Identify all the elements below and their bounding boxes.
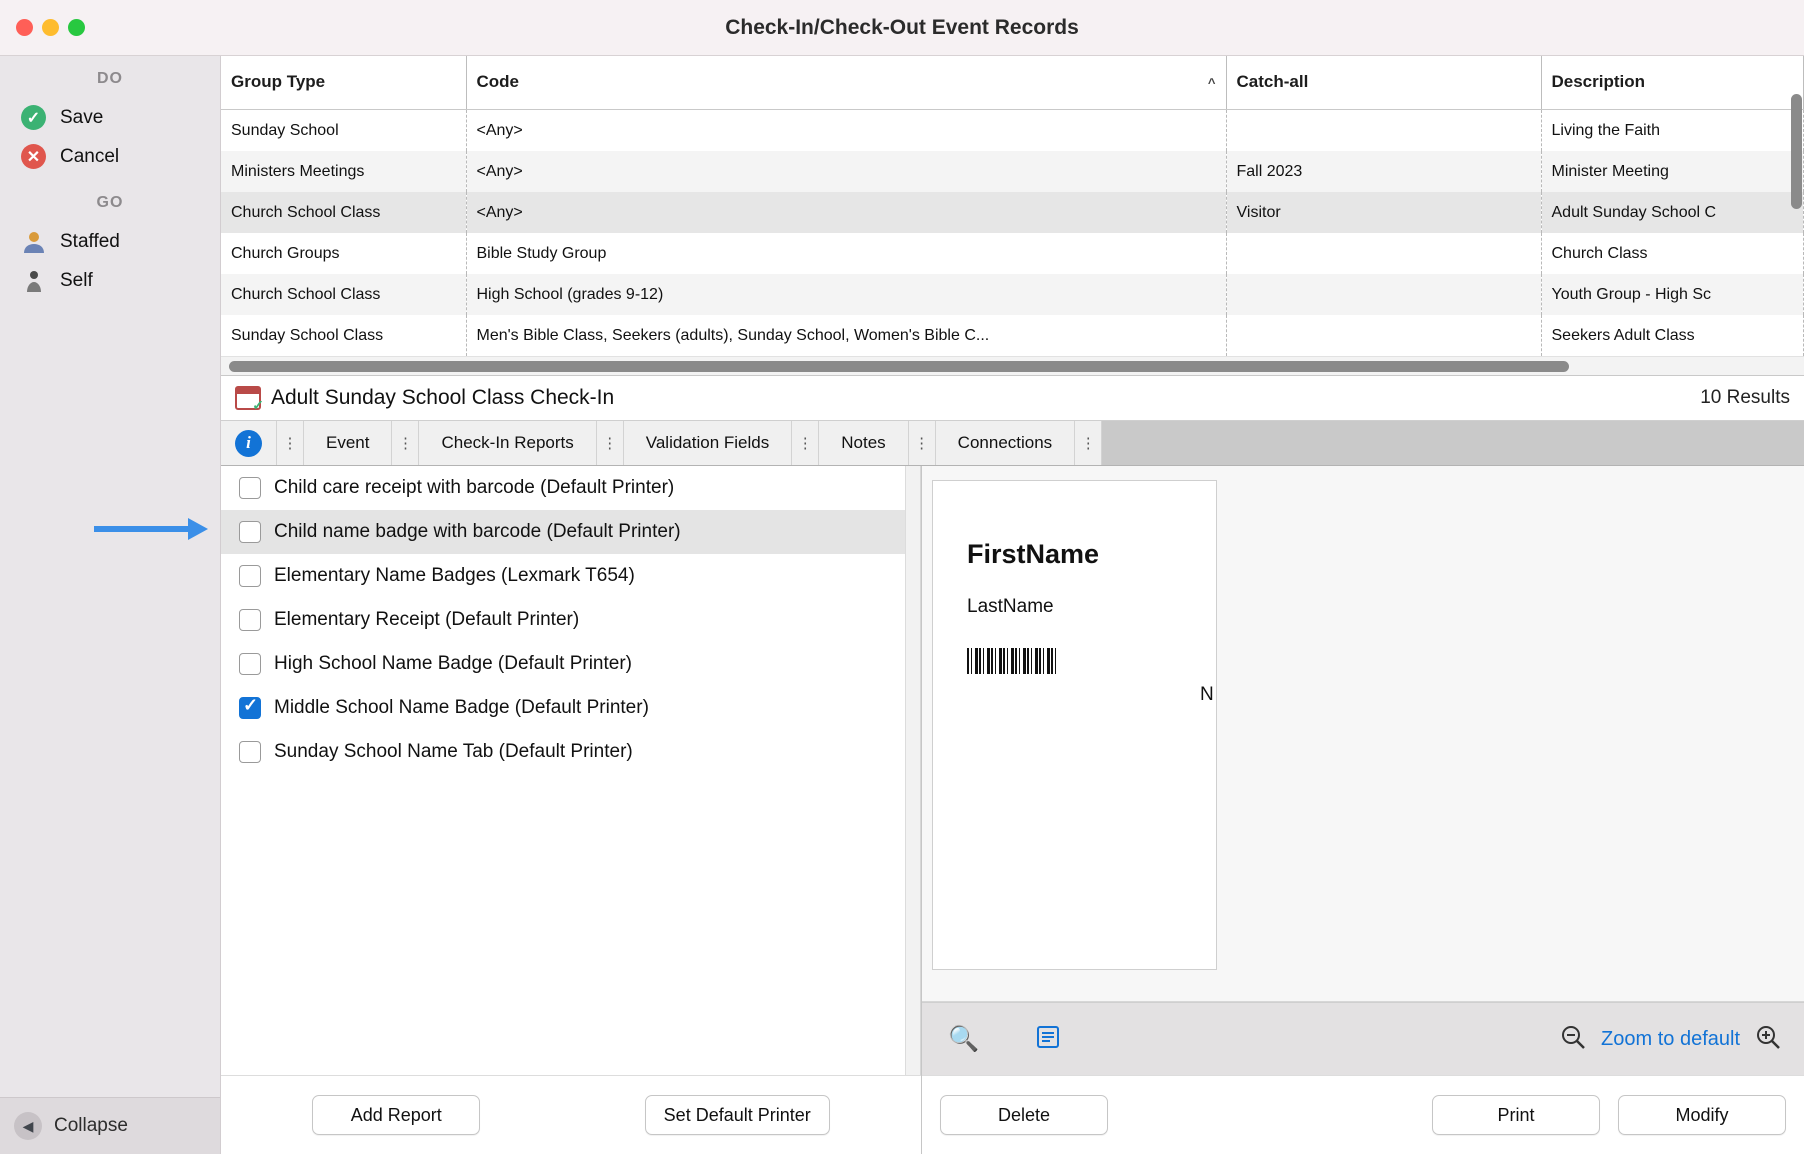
report-label: Middle School Name Badge (Default Printer) xyxy=(274,697,649,718)
report-label: Child name badge with barcode (Default Printer) xyxy=(274,521,681,542)
sidebar-item-save[interactable] xyxy=(0,98,220,137)
print-button[interactable]: Print xyxy=(1432,1095,1600,1135)
magnifier-icon[interactable]: 🔍 xyxy=(948,1024,980,1053)
cell-code: <Any> xyxy=(466,151,1226,192)
tab-connections-menu-icon[interactable]: ⋮ xyxy=(1075,421,1102,465)
cell-catch-all xyxy=(1226,110,1541,152)
tab-bar xyxy=(221,421,1804,466)
sidebar-item-staffed[interactable] xyxy=(0,222,220,261)
tab-validation-fields-menu-icon[interactable]: ⋮ xyxy=(792,421,819,465)
column-header-description[interactable]: Description xyxy=(1541,56,1804,110)
cell-code: <Any> xyxy=(466,192,1226,233)
close-button[interactable] xyxy=(16,19,33,36)
sidebar-item-label: Save xyxy=(60,106,104,128)
tab-connections[interactable]: Connections xyxy=(936,421,1076,465)
table-row[interactable] xyxy=(221,151,1804,192)
cell-code: Bible Study Group xyxy=(466,233,1226,274)
cell-code: <Any> xyxy=(466,110,1226,152)
sidebar-item-self[interactable] xyxy=(0,261,220,300)
cell-description: Church Class xyxy=(1541,233,1804,274)
zoom-to-default-link[interactable]: Zoom to default xyxy=(1601,1027,1740,1050)
sidebar-item-cancel[interactable] xyxy=(0,137,220,176)
report-preview[interactable] xyxy=(922,466,1804,1002)
modify-button[interactable]: Modify xyxy=(1618,1095,1786,1135)
list-item[interactable] xyxy=(221,642,920,686)
cell-catch-all xyxy=(1226,233,1541,274)
cell-description: Seekers Adult Class xyxy=(1541,315,1804,356)
chevron-left-icon: ◀ xyxy=(14,1112,42,1140)
report-checkbox[interactable] xyxy=(239,477,261,499)
preview-page xyxy=(932,480,1217,970)
zoom-toolbar xyxy=(922,1002,1804,1075)
sidebar-group-go: GO xyxy=(96,194,124,211)
cell-description: Youth Group - High Sc xyxy=(1541,274,1804,315)
cell-group-type: Sunday School Class xyxy=(221,315,466,356)
tab-info[interactable] xyxy=(221,421,277,465)
tab-notes[interactable]: Notes xyxy=(819,421,908,465)
cell-code: Men's Bible Class, Seekers (adults), Sunday School, Women's Bible C... xyxy=(466,315,1226,356)
column-header-code[interactable]: Code ^ xyxy=(466,56,1226,110)
table-row[interactable] xyxy=(221,233,1804,274)
info-icon: i xyxy=(235,430,262,457)
calendar-check-icon xyxy=(235,386,261,410)
report-checkbox[interactable] xyxy=(239,697,261,719)
main-area xyxy=(221,56,1804,1154)
cell-description: Minister Meeting xyxy=(1541,151,1804,192)
table-row[interactable] xyxy=(221,315,1804,356)
grid-horizontal-scrollbar[interactable] xyxy=(221,356,1804,375)
table-row[interactable] xyxy=(221,110,1804,152)
x-circle-icon: ✕ xyxy=(20,143,47,170)
report-checkbox[interactable] xyxy=(239,609,261,631)
cell-description: Adult Sunday School C xyxy=(1541,192,1804,233)
report-checkbox[interactable] xyxy=(239,521,261,543)
report-label: Elementary Name Badges (Lexmark T654) xyxy=(274,565,635,586)
cell-group-type: Church School Class xyxy=(221,274,466,315)
preview-pane xyxy=(922,466,1804,1154)
column-header-catch-all[interactable]: Catch-all xyxy=(1226,56,1541,110)
table-row[interactable] xyxy=(221,274,1804,315)
reports-button-row xyxy=(221,1075,921,1154)
table-row[interactable] xyxy=(221,192,1804,233)
report-label: High School Name Badge (Default Printer) xyxy=(274,653,633,674)
check-circle-icon: ✓ xyxy=(20,104,47,131)
sort-caret-icon: ^ xyxy=(1207,75,1216,90)
grid-vertical-scrollbar[interactable] xyxy=(1791,94,1802,209)
zoom-out-icon[interactable] xyxy=(1559,1023,1587,1056)
tab-event-menu-icon[interactable]: ⋮ xyxy=(392,421,419,465)
add-report-button[interactable]: Add Report xyxy=(312,1095,480,1135)
window-title: Check-In/Check-Out Event Records xyxy=(725,15,1079,39)
tab-validation-fields[interactable]: Validation Fields xyxy=(624,421,792,465)
scrollbar-thumb[interactable] xyxy=(229,361,1569,372)
report-label: Elementary Receipt (Default Printer) xyxy=(274,609,580,630)
sidebar-group-do: DO xyxy=(97,70,123,87)
report-checkbox[interactable] xyxy=(239,741,261,763)
cell-code: High School (grades 9-12) xyxy=(466,274,1226,315)
maximize-button[interactable] xyxy=(68,19,85,36)
cell-catch-all xyxy=(1226,274,1541,315)
set-default-printer-button[interactable]: Set Default Printer xyxy=(645,1095,830,1135)
minimize-button[interactable] xyxy=(42,19,59,36)
tab-check-in-reports[interactable]: Check-In Reports xyxy=(419,421,596,465)
zoom-in-icon[interactable] xyxy=(1754,1023,1782,1056)
reports-list-scrollbar[interactable] xyxy=(905,466,920,1075)
sidebar-item-label: Cancel xyxy=(60,145,120,167)
list-item[interactable] xyxy=(221,554,920,598)
page-title: Adult Sunday School Class Check-In xyxy=(271,386,615,409)
tab-info-menu-icon[interactable]: ⋮ xyxy=(277,421,304,465)
column-header-group-type[interactable]: Group Type xyxy=(221,56,466,110)
tab-event[interactable]: Event xyxy=(304,421,392,465)
window-controls[interactable] xyxy=(0,19,85,36)
sidebar-item-label: Self xyxy=(60,269,93,291)
delete-button[interactable]: Delete xyxy=(940,1095,1108,1135)
preview-first-name: FirstName xyxy=(967,539,1100,569)
staffed-person-icon xyxy=(20,228,47,255)
list-item[interactable] xyxy=(221,510,920,554)
report-checkbox[interactable] xyxy=(239,565,261,587)
reports-list xyxy=(221,466,921,1075)
self-person-icon xyxy=(20,267,47,294)
cell-group-type: Church Groups xyxy=(221,233,466,274)
collapse-button[interactable] xyxy=(0,1097,220,1154)
cell-group-type: Church School Class xyxy=(221,192,466,233)
cell-catch-all xyxy=(1226,315,1541,356)
content-area xyxy=(221,466,1804,1154)
sidebar xyxy=(0,56,221,1154)
preview-stray-text: N xyxy=(1200,684,1214,705)
section-header xyxy=(221,376,1804,421)
reports-pane xyxy=(221,466,922,1154)
report-checkbox[interactable] xyxy=(239,653,261,675)
list-item[interactable] xyxy=(221,686,920,730)
cell-description: Living the Faith xyxy=(1541,110,1804,152)
results-count: 10 Results xyxy=(1700,387,1790,408)
preview-button-row xyxy=(922,1075,1804,1154)
sidebar-item-label: Staffed xyxy=(60,230,120,252)
report-label: Child care receipt with barcode (Default Printer) xyxy=(274,477,675,498)
tab-check-in-reports-menu-icon[interactable]: ⋮ xyxy=(597,421,624,465)
event-records-grid xyxy=(221,56,1804,376)
report-label: Sunday School Name Tab (Default Printer) xyxy=(274,741,633,762)
tab-notes-menu-icon[interactable]: ⋮ xyxy=(909,421,936,465)
list-item[interactable] xyxy=(221,730,920,774)
cell-catch-all: Fall 2023 xyxy=(1226,151,1541,192)
list-item[interactable] xyxy=(221,466,920,510)
cell-group-type: Sunday School xyxy=(221,110,466,152)
cell-group-type: Ministers Meetings xyxy=(221,151,466,192)
preview-last-name: LastName xyxy=(967,596,1054,617)
cell-catch-all: Visitor xyxy=(1226,192,1541,233)
document-icon[interactable] xyxy=(1035,1024,1061,1055)
collapse-label: Collapse xyxy=(54,1115,128,1136)
barcode-icon xyxy=(967,648,1059,674)
list-item[interactable] xyxy=(221,598,920,642)
title-bar xyxy=(0,0,1804,56)
